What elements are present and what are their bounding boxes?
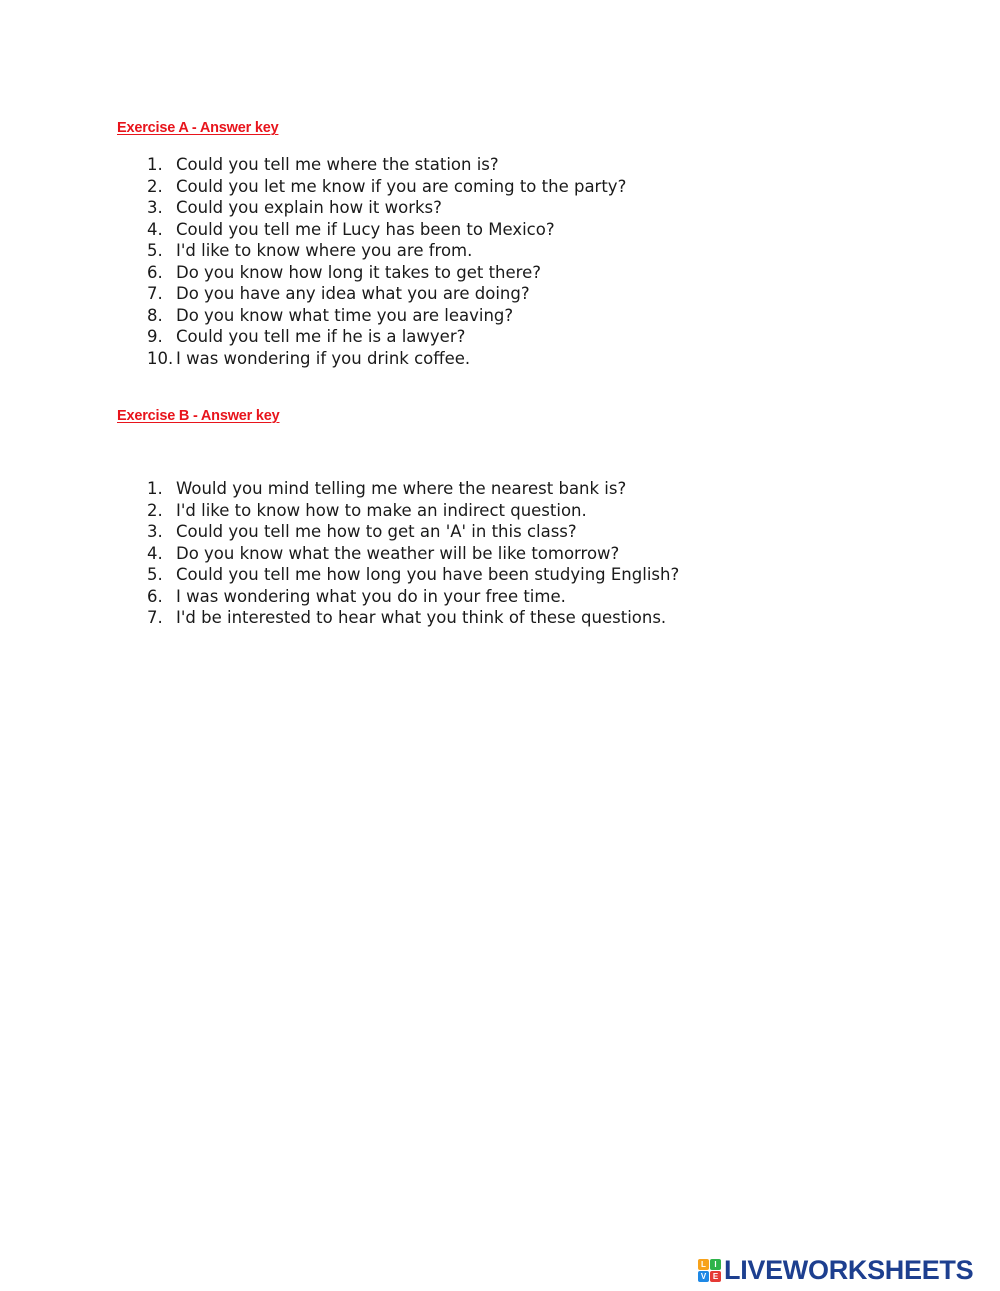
answer-text: Do you have any idea what you are doing? [176, 284, 530, 303]
logo-tile: I [710, 1259, 721, 1270]
answer-number: 3. [147, 198, 163, 217]
answer-text: Could you tell me where the station is? [176, 155, 499, 174]
answer-number: 1. [147, 155, 163, 174]
answer-number: 4. [147, 219, 163, 239]
answer-number: 10. [147, 348, 174, 368]
exercise-b-heading: Exercise B - Answer key [117, 408, 280, 424]
answer-text: Could you tell me how long you have been studying English? [176, 565, 680, 584]
answer-text: I was wondering what you do in your free time. [176, 586, 566, 606]
answer-text: Could you tell me if Lucy has been to Mexico? [176, 219, 555, 239]
answer-number: 5. [147, 565, 163, 584]
answer-number: 7. [147, 284, 163, 303]
answer-text: Could you tell me how to get an 'A' in this class? [176, 522, 577, 541]
answer-text: I was wondering if you drink coffee. [176, 348, 471, 368]
answer-text: Would you mind telling me where the nearest bank is? [176, 479, 627, 498]
answer-text: Could you let me know if you are coming to the party? [176, 176, 627, 196]
logo-tile: V [698, 1271, 709, 1282]
liveworksheets-wordmark: LIVEWORKSHEETS [724, 1255, 974, 1285]
answer-number: 5. [147, 241, 163, 260]
answer-number: 4. [147, 543, 163, 563]
answer-text: I'd like to know how to make an indirect question. [176, 500, 587, 520]
logo-tile: E [710, 1271, 721, 1282]
answer-number: 6. [147, 586, 163, 606]
logo-tile: L [698, 1259, 709, 1270]
answer-number: 2. [147, 176, 163, 196]
answer-text: I'd like to know where you are from. [176, 241, 473, 260]
answer-number: 9. [147, 327, 163, 346]
answer-text: I'd be interested to hear what you think of these questions. [176, 608, 667, 627]
answer-text: Could you tell me if he is a lawyer? [176, 327, 466, 346]
answer-number: 3. [147, 522, 163, 541]
exercise-a-heading: Exercise A - Answer key [117, 120, 279, 136]
liveworksheets-watermark [698, 1256, 973, 1284]
answer-text: Could you explain how it works? [176, 198, 442, 217]
answer-text: Do you know how long it takes to get there? [176, 262, 541, 282]
answer-text: Do you know what time you are leaving? [176, 305, 514, 325]
answer-number: 8. [147, 305, 163, 325]
liveworksheets-logo-icon [698, 1259, 721, 1282]
answer-number: 2. [147, 500, 163, 520]
answer-text: Do you know what the weather will be like tomorrow? [176, 543, 620, 563]
answer-number: 1. [147, 479, 163, 498]
answer-number: 6. [147, 262, 163, 282]
answer-number: 7. [147, 608, 163, 627]
